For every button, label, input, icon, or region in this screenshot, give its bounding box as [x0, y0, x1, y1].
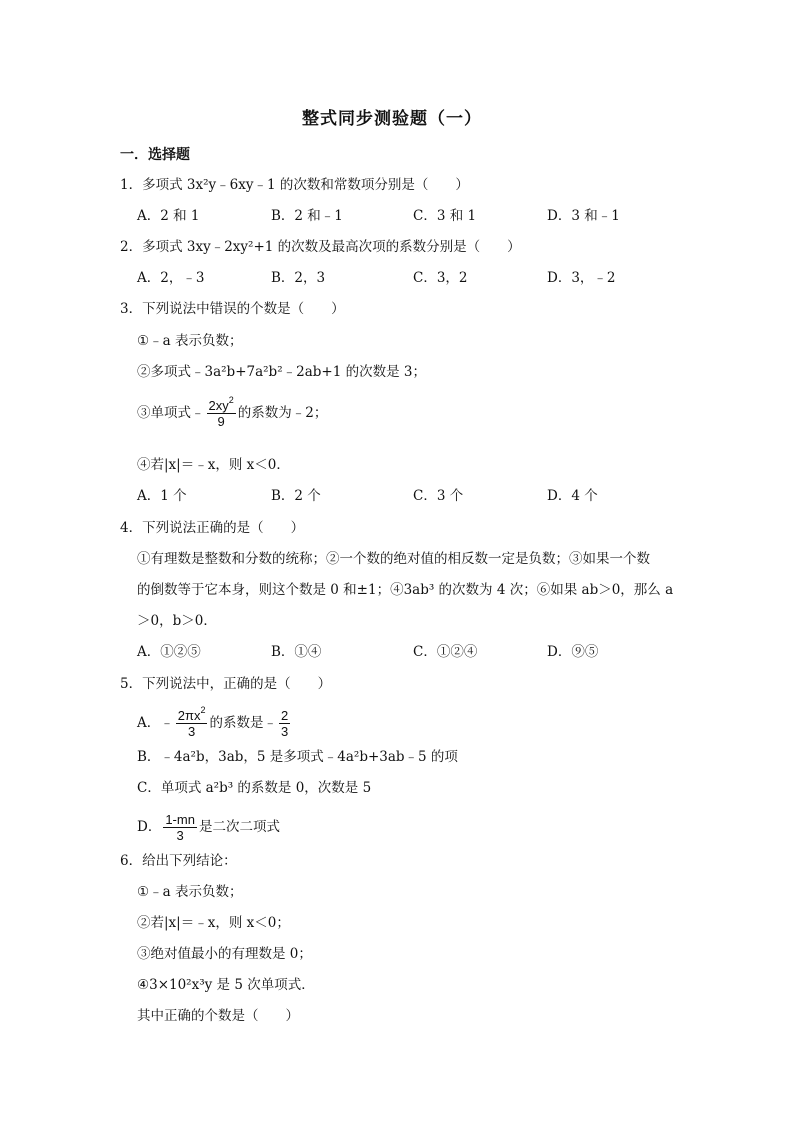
option-d: D．3 和﹣1	[547, 208, 620, 224]
question-1-stem: 1．多项式 3x²y﹣6xy﹣1 的次数和常数项分别是（ ）	[120, 177, 469, 193]
question-6-item-3: ③绝对值最小的有理数是 0；	[137, 946, 312, 962]
question-6-ask: 其中正确的个数是（ ）	[137, 1008, 299, 1024]
option-d: D．⑨⑤	[547, 644, 599, 660]
question-4-line-2: 的倒数等于它本身，则这个数是 0 和±1；④3ab³ 的次数为 4 次；⑥如果 ab＞0，那么 a	[137, 582, 674, 598]
option-c: C．3，2	[413, 270, 468, 286]
fraction-denominator: 3	[187, 724, 196, 739]
question-5-option-c: C．单项式 a²b³ 的系数是 0，次数是 5	[137, 780, 372, 796]
question-3-item-2: ②多项式﹣3a²b+7a²b²﹣2ab+1 的次数是 3；	[137, 364, 426, 380]
fraction-numerator: $2xy^2$	[208, 395, 234, 413]
section-heading: 一．选择题	[120, 147, 190, 163]
fraction	[207, 395, 236, 429]
question-3-item-1: ①﹣a 表示负数；	[137, 333, 243, 349]
fraction	[176, 705, 208, 739]
question-3-item-4: ④若|x|＝﹣x，则 x＜0．	[137, 457, 290, 473]
question-5-option-b: B．﹣4a²b，3ab，5 是多项式﹣4a²b+3ab﹣5 的项	[137, 749, 458, 765]
question-4-line-3: ＞0，b＞0．	[137, 613, 217, 629]
item-3-prefix: ③单项式﹣	[137, 405, 205, 421]
question-5-stem: 5．下列说法中，正确的是（ ）	[120, 676, 332, 692]
option-a: A．2 和 1	[137, 208, 200, 224]
question-4-line-1: ①有理数是整数和分数的统称；②一个数的绝对值的相反数一定是负数；③如果一个数	[137, 551, 650, 567]
option-c: C．①②④	[413, 644, 478, 660]
question-6-item-2: ②若|x|＝﹣x，则 x＜0；	[137, 915, 290, 931]
option-a-prefix: A．﹣	[137, 715, 174, 731]
option-b: B．2 和﹣1	[271, 208, 343, 224]
question-3-item-3	[137, 395, 328, 429]
fraction-numerator: 2	[280, 708, 289, 723]
question-5-option-d	[137, 812, 280, 843]
option-b: B．①④	[271, 644, 322, 660]
option-b: B．2 个	[271, 488, 321, 504]
option-a-middle: 的系数是﹣	[209, 715, 277, 731]
question-6-item-1: ①﹣a 表示负数；	[137, 884, 243, 900]
fraction	[163, 812, 197, 843]
option-d-suffix: 是二次二项式	[198, 819, 280, 835]
option-c: C．3 个	[413, 488, 464, 504]
item-3-suffix: 的系数为﹣2；	[237, 405, 328, 421]
page-title: 整式同步测验题（一）	[302, 109, 482, 129]
fraction-numerator: 1-mn	[165, 812, 195, 827]
option-d: D．4 个	[547, 488, 598, 504]
question-3-stem: 3．下列说法中错误的个数是（ ）	[120, 301, 345, 317]
question-4-stem: 4．下列说法正确的是（ ）	[120, 520, 305, 536]
option-d-prefix: D．	[137, 819, 162, 835]
option-b: B．2，3	[271, 270, 326, 286]
fraction-numerator: $2\pi x^2$	[177, 705, 206, 723]
question-6-stem: 6．给出下列结论：	[120, 853, 237, 869]
question-2-stem: 2．多项式 3xy﹣2xy²+1 的次数及最高次项的系数分别是（ ）	[120, 239, 521, 255]
fraction-denominator: 9	[217, 414, 225, 429]
option-d: D．3，﹣2	[547, 270, 616, 286]
option-a: A．①②⑤	[137, 644, 201, 660]
fraction-denominator: 3	[280, 724, 289, 739]
option-a: A．1 个	[137, 488, 187, 504]
fraction-denominator: 3	[176, 828, 184, 843]
option-a: A．2，﹣3	[137, 270, 205, 286]
option-c: C．3 和 1	[413, 208, 477, 224]
question-5-option-a	[137, 705, 292, 739]
question-6-item-4: ④3×10²x³y 是 5 次单项式．	[137, 977, 315, 993]
fraction	[279, 708, 290, 739]
